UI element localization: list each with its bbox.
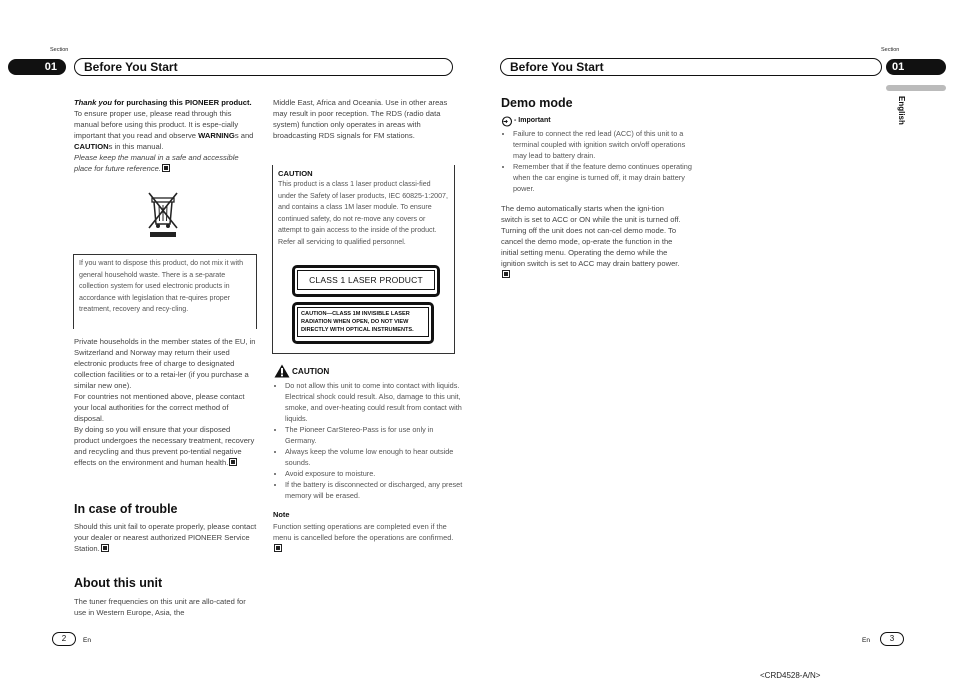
section-label: Section: [50, 47, 69, 53]
page-header: Before You Start: [74, 58, 453, 76]
doing-so-text: By doing so you will ensure that your disposed product undergoes the necessary treatment, recovery and recycling and thus prevent po-tential negative effects on the environment and human health.: [74, 425, 255, 467]
end-mark-icon: [162, 164, 170, 172]
thanks-italic: Thank you: [74, 98, 112, 107]
warning-word: WARNING: [198, 131, 235, 140]
intro-tail: s in this manual.: [108, 142, 164, 151]
important-list: [501, 128, 693, 194]
caution-list-item: • Do not allow this unit to come into contact with liquids. Electrical shock could result. Also, damage to this unit, smoke, and over-heating could result from contact with liquids.: [285, 380, 465, 424]
english-side-tab: English: [897, 96, 906, 125]
about-heading: About this unit: [74, 576, 163, 590]
demo-heading: Demo mode: [501, 96, 573, 110]
note-text-block: [273, 521, 455, 554]
page-number-left: 2: [52, 632, 76, 646]
warning-triangle-icon: [274, 364, 290, 378]
note-heading: Note: [273, 510, 290, 519]
caution-box-title: CAUTION: [278, 169, 313, 178]
other-countries-text: For countries not mentioned above, please contact your local authorities for the correct method of disposal.: [74, 392, 245, 423]
language-code-left: En: [83, 637, 91, 644]
document-code: <CRD4528-A/N>: [760, 671, 821, 680]
important-list-item: • Remember that if the feature demo continues operating when the car engine is turned off, it may drain battery power.: [513, 161, 693, 194]
caution-list-item: • Avoid exposure to moisture.: [285, 468, 465, 479]
page-number-right: 3: [880, 632, 904, 646]
rds-text: Middle East, Africa and Oceania. Use in other areas may result in poor reception. The RDS (radio data system) function only operates in areas with broadcasting RDS signals for FM stations.: [273, 98, 448, 140]
caution-list: [273, 380, 465, 501]
keep-manual-text: Please keep the manual in a safe and accessible place for future reference.: [74, 153, 239, 173]
intro-block: [74, 97, 256, 174]
caution-list-item: • The Pioneer CarStereo-Pass is for use only in Germany.: [285, 424, 465, 446]
demo-text-block: [501, 203, 683, 280]
disposal-text: If you want to dispose this product, do not mix it with general household waste. There is a se-parate collection system for used electronic products in accordance with legislation that re-quires proper treatment, recovery and recy-cling.: [79, 259, 244, 313]
trouble-text-block: [74, 521, 258, 554]
important-label: - Important: [514, 117, 551, 124]
disposal-notice-box: [73, 254, 257, 329]
note-text: Function setting operations are completed even if the menu is cancelled before the operations are confirmed.: [273, 522, 454, 542]
class1-laser-label: CLASS 1 LASER PRODUCT: [292, 265, 440, 297]
demo-text: The demo automatically starts when the igni-tion switch is set to ACC or ON while the unit is turned off. Turning off the unit does not can-cel demo mode. To cancel the demo mode, op-erate the function in the initial setting menu. Operating the demo while the ignition switch is set to ACC may drain battery power.: [501, 204, 681, 268]
class1m-warning-label: CAUTION—CLASS 1M INVISIBLE LASER RADIATION WHEN OPEN, DO NOT VIEW DIRECTLY WITH OPTICAL INSTRUMENTS.: [292, 302, 434, 344]
caution-list-item: • If the battery is disconnected or discharged, any preset memory will be erased.: [285, 479, 465, 501]
important-icon: [501, 116, 513, 127]
caution-box-text: This product is a class 1 laser product classi-fied under the Safety of laser products, IEC 60825-1:2007, and contains a class 1M laser module. To ensure continued safety, do not re-move any covers or attempt to gain access to the inside of the product. Refer all servicing to qualified personnel.: [278, 180, 448, 246]
s-and: s and: [234, 131, 254, 140]
section-number-badge-right: 01: [886, 59, 946, 75]
caution-word: CAUTION: [74, 142, 109, 151]
caution-list-item: • Always keep the volume low enough to hear outside sounds.: [285, 446, 465, 468]
disposal-info: [74, 336, 256, 468]
households-text: Private households in the member states of the EU, in Switzerland and Norway may return their used electronic products free of charge to designated collection facilities or to a retai-ler (if you purchase a similar new one).: [74, 337, 256, 390]
important-list-item: • Failure to connect the red lead (ACC) of this unit to a terminal coupled with ignition switch on/off operations may lead to battery drain.: [513, 128, 693, 161]
section-number-badge: 01: [8, 59, 66, 75]
end-mark-icon: [502, 270, 510, 278]
caution-heading: CAUTION: [292, 367, 330, 376]
end-mark-icon: [274, 544, 282, 552]
crossed-bin-icon: [146, 190, 180, 240]
end-mark-icon: [101, 544, 109, 552]
trouble-text: Should this unit fail to operate properly, please contact your dealer or nearest authorized PIONEER Service Station.: [74, 522, 257, 553]
thanks-rest: for purchasing this PIONEER product.: [111, 98, 252, 107]
trouble-heading: In case of trouble: [74, 502, 178, 516]
page-header-right: Before You Start: [500, 58, 882, 76]
section-label-right: Section: [881, 47, 900, 53]
end-mark-icon: [229, 458, 237, 466]
english-tab-bar: [886, 85, 946, 91]
about-text: The tuner frequencies on this unit are allo-cated for use in Western Europe, Asia, the: [74, 597, 246, 617]
intro-text: To ensure proper use, please read through this manual before using this product. It is espe-cially important that you read and observe: [74, 109, 239, 140]
language-code-right: En: [862, 637, 870, 644]
